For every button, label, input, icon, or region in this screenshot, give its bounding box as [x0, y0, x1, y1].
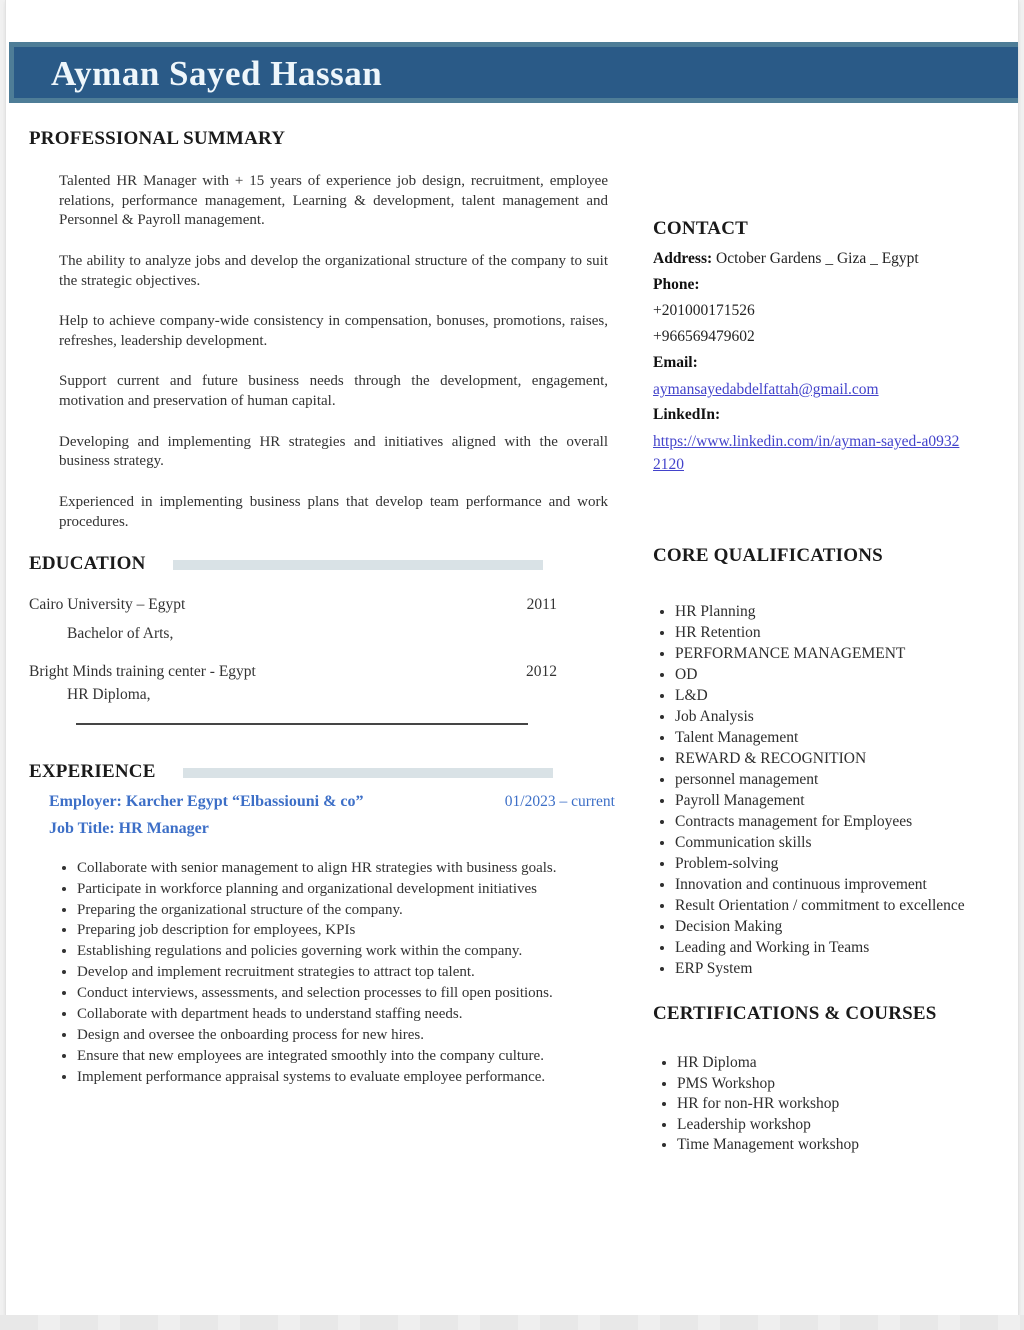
- education-institution: Bright Minds training center - Egypt: [29, 662, 256, 680]
- certification-item: • HR for non-HR workshop: [677, 1094, 1009, 1115]
- email-label: Email:: [653, 354, 698, 371]
- candidate-name: Ayman Sayed Hassan: [51, 54, 383, 93]
- core-qualification-item: • ERP System: [675, 958, 1009, 979]
- contact-section: [653, 218, 1009, 477]
- core-qualification-item: • Leading and Working in Teams: [675, 937, 1009, 958]
- summary-paragraph: Help to achieve company-wide consistency in compensation, bonuses, promotions, raises, refreshes, leadership development.: [59, 313, 608, 349]
- experience-bullet: • Collaborate with senior management to align HR strategies with business goals.: [77, 859, 601, 879]
- resume-page: [5, 0, 1019, 1315]
- experience-bullet: • Participate in workforce planning and organizational development initiatives: [77, 880, 601, 900]
- left-column: [29, 128, 614, 1089]
- core-qualification-item: • REWARD & RECOGNITION: [675, 748, 1009, 769]
- education-entry-row: [29, 662, 557, 682]
- right-column: [653, 218, 1009, 1156]
- core-qualification-item: • Communication skills: [675, 832, 1009, 853]
- phone-number-2: +966569479602: [653, 328, 755, 345]
- education-degree: Bachelor of Arts,: [67, 625, 174, 643]
- linkedin-label: LinkedIn:: [653, 406, 721, 423]
- education-section: [29, 553, 614, 724]
- contact-heading: CONTACT: [653, 218, 748, 239]
- experience-bullet: • Preparing the organizational structure of the company.: [77, 901, 601, 921]
- email-row: [653, 376, 965, 402]
- header-bar: [9, 42, 1019, 103]
- experience-bullet: • Ensure that new employees are integrated smoothly into the company culture.: [77, 1047, 601, 1067]
- core-qualification-item: • HR Retention: [675, 622, 1009, 643]
- summary-paragraph: The ability to analyze jobs and develop the organizational structure of the company to suit the strategic objectives.: [59, 252, 608, 289]
- education-entry: [29, 662, 614, 705]
- certification-item: • HR Diploma: [677, 1053, 1009, 1074]
- education-heading-bar: [173, 560, 543, 570]
- education-entry-row: [29, 595, 557, 615]
- core-qualifications-section: [653, 545, 1009, 979]
- core-qualification-item: • personnel management: [675, 769, 1009, 790]
- certifications-heading: CERTIFICATIONS & COURSES: [653, 1003, 937, 1024]
- summary-paragraph: Experienced in implementing business plans that develop team performance and work procedures.: [59, 494, 608, 530]
- contact-block: [653, 246, 1009, 477]
- education-heading-row: [29, 553, 614, 575]
- experience-heading-bar: [183, 768, 553, 778]
- certification-item: • Leadership workshop: [677, 1115, 1009, 1136]
- phone-label: Phone:: [653, 276, 700, 293]
- email-link[interactable]: aymansayedabdelfattah@gmail.com: [653, 381, 879, 398]
- experience-employer: Employer: Karcher Egypt “Elbassiouni & co”: [49, 792, 364, 810]
- summary-paragraph: Talented HR Manager with + 15 years of experience job design, recruitment, employee relations, performance management, Learning & development, talent management and Personnel & Payroll management.: [59, 173, 608, 229]
- experience-employer-row: [49, 793, 615, 811]
- experience-section: [29, 761, 614, 1088]
- experience-heading: EXPERIENCE: [29, 760, 156, 782]
- education-divider-line: [76, 723, 528, 725]
- experience-bullet: • Collaborate with department heads to understand staffing needs.: [77, 1005, 601, 1025]
- certification-item: • Time Management workshop: [677, 1135, 1009, 1156]
- education-heading: EDUCATION: [29, 553, 146, 575]
- summary-heading: PROFESSIONAL SUMMARY: [29, 128, 286, 149]
- core-qualification-item: • Decision Making: [675, 916, 1009, 937]
- experience-bullet: • Preparing job description for employees, KPIs: [77, 921, 601, 941]
- core-qualifications-list: [655, 601, 1009, 979]
- education-degree: HR Diploma,: [67, 685, 151, 703]
- core-qualification-item: • Job Analysis: [675, 706, 1009, 727]
- education-year: 2011: [526, 596, 557, 614]
- education-entry: [29, 595, 614, 644]
- education-institution: Cairo University – Egypt: [29, 596, 186, 614]
- summary-paragraph: Support current and future business needs through the development, engagement, motivation and preservation of human capital.: [59, 373, 608, 410]
- core-qualification-item: • Problem-solving: [675, 853, 1009, 874]
- experience-heading-row: [29, 761, 614, 783]
- linkedin-link[interactable]: https://www.linkedin.com/in/ayman-sayed-a09322120: [653, 433, 960, 473]
- core-qualification-item: • HR Planning: [675, 601, 1009, 622]
- experience-bullet: • Conduct interviews, assessments, and selection processes to fill open positions.: [77, 984, 601, 1004]
- core-qualification-item: • PERFORMANCE MANAGEMENT: [675, 643, 1009, 664]
- summary-paragraph: Developing and implementing HR strategies and initiatives aligned with the overall business strategy.: [59, 433, 608, 470]
- summary-paragraphs: [59, 172, 608, 532]
- experience-bullet-list: [59, 859, 601, 1088]
- page-bottom-margin: [0, 1315, 1024, 1330]
- phone-number-1: +201000171526: [653, 302, 755, 319]
- education-entries: [29, 595, 614, 704]
- certifications-section: [653, 1003, 1009, 1156]
- certifications-list: [657, 1053, 1009, 1156]
- core-qualification-item: • OD: [675, 664, 1009, 685]
- core-qualifications-heading: CORE QUALIFICATIONS: [653, 545, 883, 566]
- experience-date-range: 01/2023 – current: [504, 792, 615, 810]
- experience-job-title: Job Title: HR Manager: [49, 819, 209, 837]
- core-qualification-item: • Payroll Management: [675, 790, 1009, 811]
- core-qualification-item: • Result Orientation / commitment to excellence: [675, 895, 1009, 916]
- core-qualification-item: • Contracts management for Employees: [675, 811, 1009, 832]
- experience-bullet: • Develop and implement recruitment strategies to attract top talent.: [77, 963, 601, 983]
- experience-bullet: • Establishing regulations and policies governing work within the company.: [77, 942, 601, 962]
- address-value: October Gardens _ Giza _ Egypt: [716, 250, 919, 267]
- core-qualification-item: • Innovation and continuous improvement: [675, 874, 1009, 895]
- experience-bullet: • Implement performance appraisal systems to evaluate employee performance.: [77, 1068, 601, 1088]
- contact-address-line: [653, 246, 1009, 272]
- core-qualification-item: • L&D: [675, 685, 1009, 706]
- address-label: Address:: [653, 250, 713, 267]
- linkedin-row: [653, 428, 965, 477]
- certification-item: • PMS Workshop: [677, 1074, 1009, 1095]
- education-year: 2012: [526, 662, 557, 680]
- core-qualification-item: • Talent Management: [675, 727, 1009, 748]
- experience-bullet: • Design and oversee the onboarding process for new hires.: [77, 1026, 601, 1046]
